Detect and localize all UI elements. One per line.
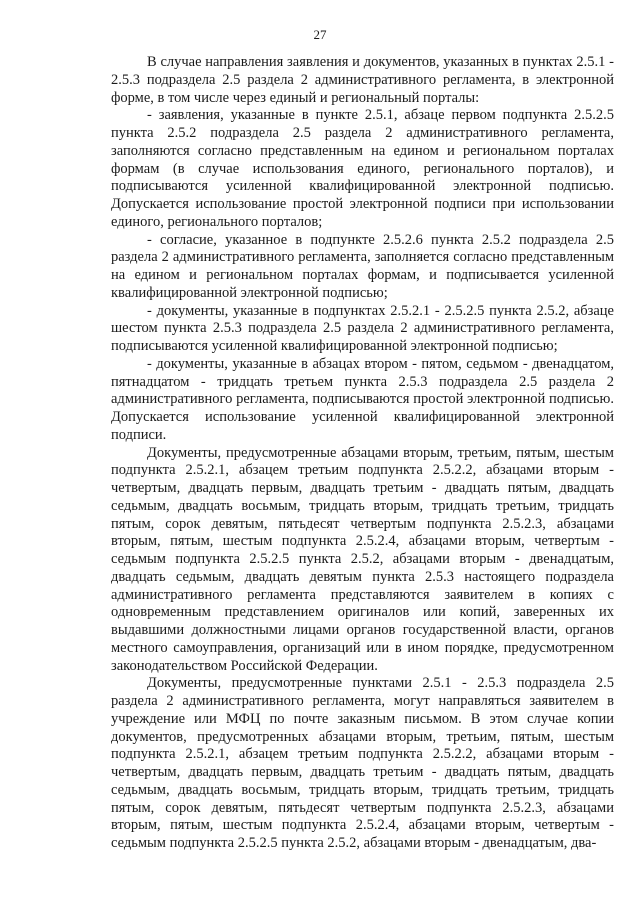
paragraph-consent-signing: - согласие, указанное в подпункте 2.5.2.6 пункта 2.5.2 подраздела 2.5 раздела 2 административного регламента, заполняется согласно представленным на едином и региональном порталах формам, и подписывается усиленной квалифицированной электронной подписью; bbox=[111, 231, 614, 301]
paragraph-applications-signing: - заявления, указанные в пункте 2.5.1, абзаце первом подпункта 2.5.2.5 пункта 2.5.2 подраздела 2.5 раздела 2 административного регламента, заполняются согласно представленным на едином и региональном порталах формам (в случае использования единого, регионального порталов), и подписываются усиленной квалифицированной электронной подписью. Допускается использование простой электронной подписи при использовании единого, регионального порталов; bbox=[111, 107, 614, 230]
paragraph-documents-simple-signature: - документы, указанные в абзацах втором - пятом, седьмом - двенадцатом, пятнадцатом - тридцать третьем пункта 2.5.3 подраздела 2.5 раздела 2 административного регламента, подписываются простой электронной подписью. Допускается использование усиленной квалифицированной электронной подписи. bbox=[111, 355, 614, 443]
paragraph-copies-with-originals: Документы, предусмотренные абзацами вторым, третьим, пятым, шестым подпункта 2.5.2.1, абзацем третьим подпункта 2.5.2.2, абзацами вторым - четвертым, двадцать первым, двадцать третьим - двадцать пятым, двадцать седьмым, двадцать восьмым, тридцать вторым, тридцать третьим, тридцать пятым, сорок девятым, пятьдесят четвертым подпункта 2.5.2.3, абзацами вторым, пятым, шестым подпункта 2.5.2.4, абзацами вторым, четвертым - седьмым подпункта 2.5.2.5 пункта 2.5.2, абзацами вторым - двенадцатым, двадцать седьмым, двадцать девятым пункта 2.5.3 настоящего подраздела административного регламента представляются заявителем в копиях с одновременным представлением оригиналов или копий, заверенных их выдавшими должностными лицами органов государственной власти, органов местного самоуправления, организаций или в ином порядке, предусмотренном законодательством Российской Федерации. bbox=[111, 444, 614, 674]
body-text bbox=[111, 54, 614, 853]
paragraph-electronic-submission-intro: В случае направления заявления и документов, указанных в пунктах 2.5.1 - 2.5.3 подраздела 2.5 раздела 2 административного регламента, в электронной форме, в том числе через единый и региональный порталы: bbox=[111, 54, 614, 106]
paragraph-postal-submission: Документы, предусмотренные пунктами 2.5.1 - 2.5.3 подраздела 2.5 раздела 2 административного регламента, могут направляться заявителем в учреждение или МФЦ по почте заказным письмом. В этом случае копии документов, предусмотренных абзацами вторым, третьим, пятым, шестым подпункта 2.5.2.1, абзацем третьим подпункта 2.5.2.2, абзацами вторым - четвертым, двадцать первым, двадцать третьим - двадцать пятым, двадцать седьмым, двадцать восьмым, тридцать вторым, тридцать третьим, тридцать пятым, сорок девятым, пятьдесят четвертым подпункта 2.5.2.3, абзацами вторым, пятым, шестым подпункта 2.5.2.4, абзацами вторым, четвертым - седьмым подпункта 2.5.2.5 пункта 2.5.2, абзацами вторым - двенадцатым, два- bbox=[111, 675, 614, 851]
paragraph-documents-qualified-signature: - документы, указанные в подпунктах 2.5.2.1 - 2.5.2.5 пункта 2.5.2, абзаце шестом пункта 2.5.3 подраздела 2.5 раздела 2 административного регламента, подписываются усиленной квалифицированной электронной подписью; bbox=[111, 302, 614, 354]
page-number: 27 bbox=[313, 27, 327, 42]
